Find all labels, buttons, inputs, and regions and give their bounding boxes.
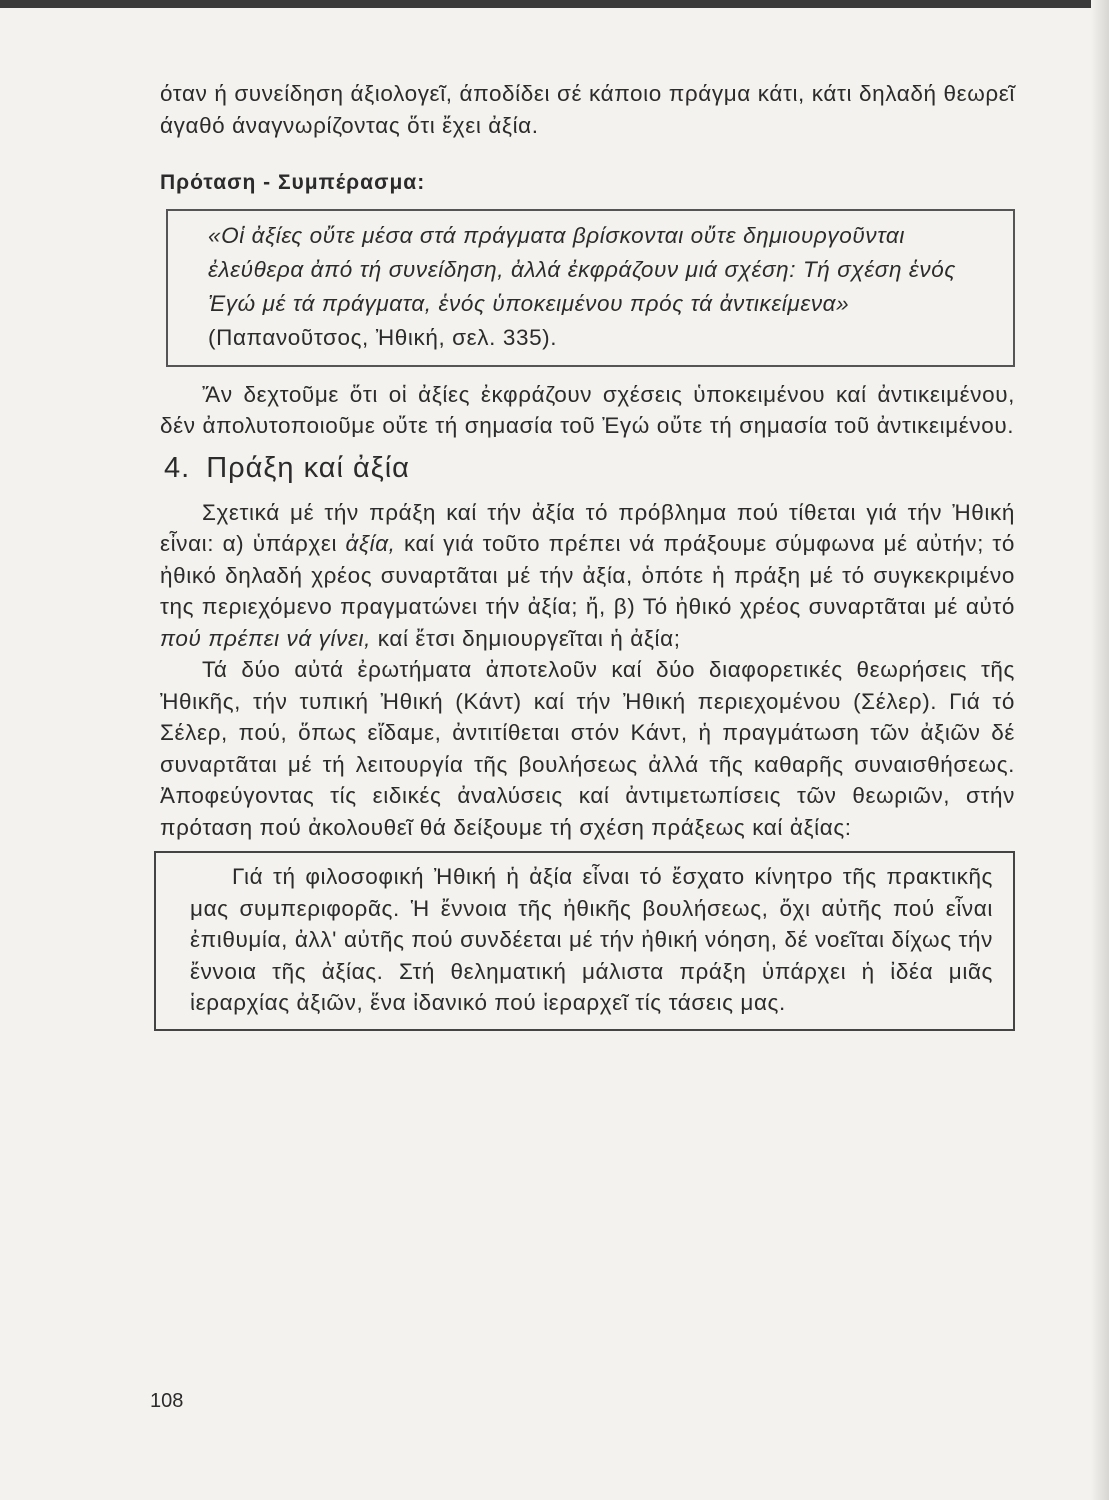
paragraph-after-quote: Ἄν δεχτοῦμε ὅτι οἱ ἀξίες ἐκφράζουν σχέσεις ὑποκειμένου καί ἀντικειμένου, δέν ἀπολυτοποιοῦμε οὔτε τή σημασία τοῦ Ἐγώ οὔτε τή σημασία τοῦ ἀντικειμένου.: [160, 381, 1015, 438]
page-number: 108: [150, 1390, 184, 1412]
section-number: 4.: [164, 451, 191, 484]
section-title: Πράξη καί ἀξία: [206, 451, 410, 484]
intro-paragraph: όταν ή συνείδηση άξιολογεῖ, άποδίδει σέ κάποιο πράγμα κάτι, κάτι δηλαδή θεωρεῖ άγαθό άναγνωρίζοντας ὅτι ἔχει ἀξία.: [160, 81, 1015, 138]
quote-citation: (Παπανοῦτσος, Ἠθική, σελ. 335).: [208, 324, 558, 350]
scan-right-edge: [1091, 0, 1109, 1500]
para1-italic-1: ἀξία,: [345, 531, 396, 556]
para1-italic-2: πού πρέπει νά γίνει,: [160, 625, 371, 651]
para1-start: Σχετικά μέ τήν πράξη καί τήν ἀξία τό πρόβλημα πού τίθεται γιά τήν Ἠθική εἶναι: α) ὑπάρχει: [160, 499, 1015, 556]
paragraph-2: Τά δύο αὐτά ἐρωτήματα ἀποτελοῦν καί δύο διαφορετικές θεωρήσεις τῆς Ἠθικῆς, τήν τυπική Ἠθική (Κάντ) καί τήν Ἠθική περιεχομένου (Σέλερ). Γιά τό Σέλερ, πού, ὅπως εἴδαμε, ἀντιτίθεται στόν Κάντ, ἡ πραγμάτωση τῶν ἀξιῶν δέ συναρτᾶται μέ τή λειτουργία τῆς βουλήσεως ἀλλά τῆς καθαρῆς συναισθήσεως. Ἀποφεύγοντας τίς ειδικές ἀναλύσεις καί ἀντιμετωπίσεις τῶν θεωριῶν, στήν πρόταση πού ἀκολουθεῖ θά δείξουμε τή σχέση πράξεως καί ἀξίας:: [160, 657, 1015, 840]
proposal-label: Πρόταση - Συμπέρασμα:: [160, 171, 426, 194]
para1-end: καί ἔτσι δημιουργεῖται ἡ ἀξία;: [377, 625, 681, 651]
quote-box: [166, 209, 1015, 367]
quote-text: «Οἱ ἀξίες οὔτε μέσα στά πράγματα βρίσκονται οὔτε δημιουργοῦνται ἐλεύθερα ἀπό τή συνείδηση, ἀλλά ἐκφράζουν μιά σχέση: Τή σχέση ἑνός Ἐγώ μέ τά πράγματα, ἑνός ὑποκειμένου πρός τά ἀντικείμενα»: [208, 222, 956, 316]
scan-top-edge: [0, 0, 1109, 8]
conclusion-text: Γιά τή φιλοσοφική Ἠθική ἡ ἀξία εἶναι τό ἔσχατο κίνητρο τῆς πρακτικῆς μας συμπεριφορᾶς. Ἡ ἔννοια τῆς ἠθικῆς βουλήσεως, ὄχι αὐτῆς πού εἶναι ἐπιθυμία, ἀλλ' αὐτῆς πού συνδέεται μέ τήν ἠθική νόηση, δέ νοεῖται δίχως τήν ἔννοια τῆς ἀξίας. Στή θεληματική μάλιστα πράξη ὑπάρχει ἡ ἰδέα μιᾶς ἱεραρχίας ἀξιῶν, ἕνα ἰδανικό πού ἱεραρχεῖ τίς τάσεις μας.: [190, 864, 993, 1015]
conclusion-box: [154, 851, 1015, 1031]
paragraph-1: [160, 497, 1015, 655]
page-body: [160, 78, 1015, 1031]
para1-mid: καί γιά τοῦτο πρέπει νά πράξουμε σύμφωνα μέ αὐτήν; τό ἠθικό δηλαδή χρέος συναρτᾶται μέ τήν ἀξία, ὁπότε ἡ πράξη μέ τό συγκεκριμένο της περιεχόμενο πραγματώνει τήν ἀξία; ἤ, β) Τό ἠθικό χρέος συναρτᾶται μέ αὐτό: [160, 531, 1015, 619]
section-heading: [164, 452, 1015, 485]
